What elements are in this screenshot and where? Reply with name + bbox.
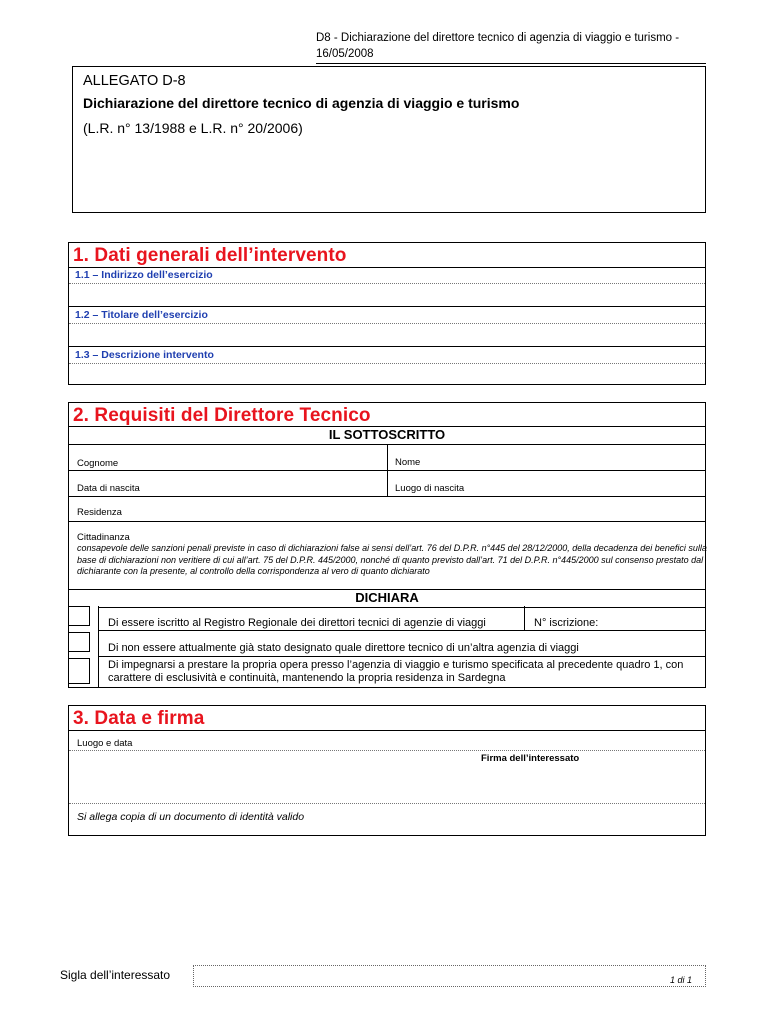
firma-label: Firma dell’interessato xyxy=(481,753,580,764)
divider xyxy=(98,656,706,657)
column-divider xyxy=(524,606,525,630)
divider xyxy=(69,803,705,804)
nome-label: Nome xyxy=(395,457,421,468)
data-nascita-label: Data di nascita xyxy=(77,483,140,494)
iscrizione-label: N° iscrizione: xyxy=(534,617,599,629)
allega-note: Si allega copia di un documento di identità valido xyxy=(77,811,305,823)
section2-title: 2. Requisiti del Direttore Tecnico xyxy=(73,405,371,426)
allegato-code: ALLEGATO D-8 xyxy=(83,73,186,89)
section1-sub1: 1.1 – Indirizzo dell’esercizio xyxy=(75,269,213,281)
declaration-iscritto: Di essere iscritto al Registro Regionale dei direttori tecnici di agenzie di viaggi xyxy=(108,617,486,629)
document-header-title: D8 - Dichiarazione del direttore tecnico di agenzia di viaggio e turismo - 16/05/2008 xyxy=(316,32,680,60)
titolare-field[interactable] xyxy=(69,324,705,346)
divider xyxy=(69,730,705,731)
residenza-field[interactable] xyxy=(69,497,705,521)
cognome-label: Cognome xyxy=(77,458,119,469)
section1-sub2: 1.2 – Titolare dell’esercizio xyxy=(75,309,208,321)
indirizzo-field[interactable] xyxy=(69,284,705,306)
section1-title: 1. Dati generali dell’intervento xyxy=(73,245,347,266)
firma-field[interactable] xyxy=(470,766,705,803)
dichiara-heading: DICHIARA xyxy=(355,590,419,605)
luogo-data-field[interactable] xyxy=(69,751,469,803)
checkbox-impegno[interactable] xyxy=(68,658,90,684)
cittadinanza-field[interactable] xyxy=(159,522,705,542)
sigla-label: Sigla dell’interessato xyxy=(60,968,171,982)
section1-sub3: 1.3 – Descrizione intervento xyxy=(75,349,214,361)
sottoscritto-heading: IL SOTTOSCRITTO xyxy=(328,427,446,442)
residenza-label: Residenza xyxy=(77,507,122,518)
checkbox-column-divider xyxy=(98,606,99,688)
checkbox-non-designato[interactable] xyxy=(68,632,90,652)
nome-field[interactable] xyxy=(388,445,705,470)
declaration-non-designato: Di non essere attualmente già stato designato quale direttore tecnico di un’altra agenzia di viaggi xyxy=(108,642,579,654)
section3-box xyxy=(68,705,706,836)
luogo-data-label: Luogo e data xyxy=(77,738,133,749)
luogo-nascita-field[interactable] xyxy=(388,471,705,496)
checkbox-iscritto[interactable] xyxy=(68,606,90,626)
divider xyxy=(69,346,705,347)
header-rule xyxy=(316,63,706,64)
iscrizione-field[interactable] xyxy=(606,608,704,630)
cognome-field[interactable] xyxy=(69,445,387,470)
declaration-impegno: Di impegnarsi a prestare la propria opera presso l’agenzia di viaggio e turismo specificata al precedente quadro 1, con carattere di esclusività e continuità, mantenendo la propria residenza in Sardegna xyxy=(108,659,684,684)
section3-title: 3. Data e firma xyxy=(73,708,205,729)
section1-box xyxy=(68,242,706,385)
divider xyxy=(98,630,706,631)
divider xyxy=(69,306,705,307)
allegato-title: Dichiarazione del direttore tecnico di agenzia di viaggio e turismo xyxy=(83,95,520,111)
descrizione-field[interactable] xyxy=(69,364,705,384)
cittadinanza-label: Cittadinanza xyxy=(77,532,130,543)
sigla-field[interactable] xyxy=(193,965,706,987)
allegato-law: (L.R. n° 13/1988 e L.R. n° 20/2006) xyxy=(83,120,303,136)
legal-notice: consapevole delle sanzioni penali previste in caso di dichiarazioni false ai sensi dell’art. 76 del D.P.R. n°445 del 28/12/2000, della decadenza dei benefici sulla base di dichiarazioni non veritiere di cui all’art. 75 del D.P.R. 445/2000, nonché di quanto previsto dall’art. 71 del D.P.R. n°445/2000 sul consenso prestato dal dichiarante con la presente, al controllo della corrispondenza al vero di quanto dichiarato xyxy=(77,543,707,576)
data-nascita-field[interactable] xyxy=(69,471,387,496)
page-number: 1 di 1 xyxy=(670,975,693,985)
allegato-box xyxy=(72,66,706,213)
divider xyxy=(69,267,705,268)
luogo-nascita-label: Luogo di nascita xyxy=(395,483,465,494)
